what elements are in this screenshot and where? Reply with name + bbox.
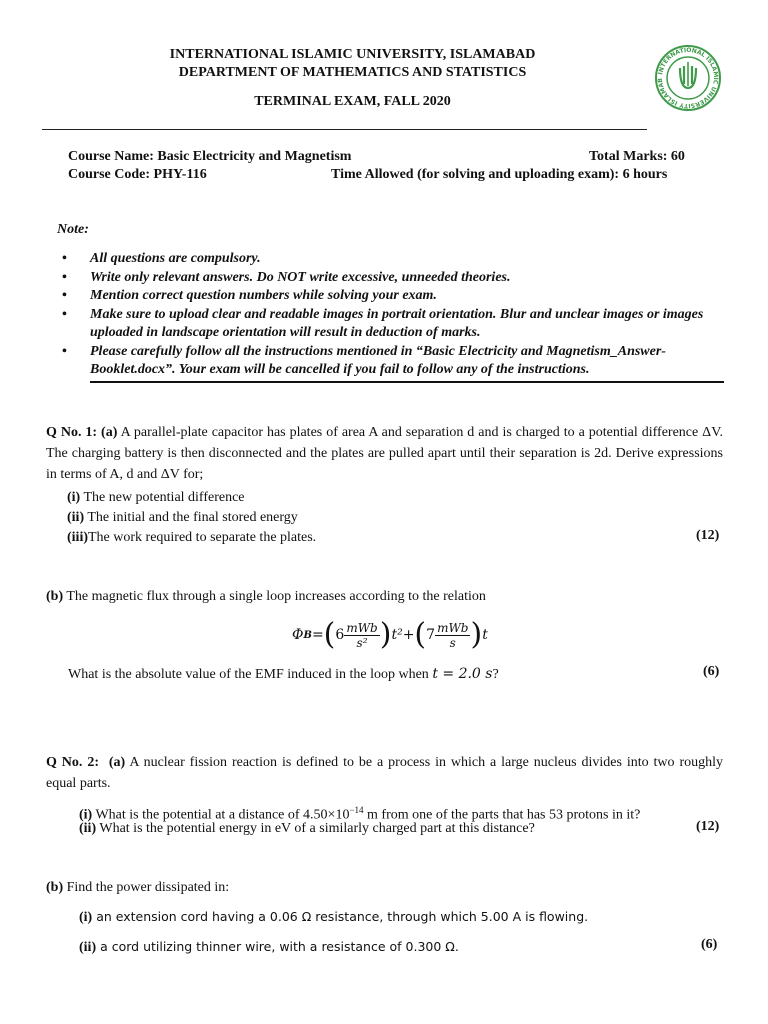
q1-b-text [46, 587, 486, 607]
q1-a-body: A parallel-plate capacitor has plates of area A and separation d and is charged to a potential difference ΔV. The charging battery is then disconnected and the plates are pulled apart until their separation is 2d. Derive expressions in terms of A, d and ΔV for; [46, 425, 723, 482]
eq-unit-1-num: mWb [346, 620, 378, 635]
eq-unit-2-den: s [449, 635, 456, 650]
eq-t-squared: t² [391, 627, 403, 643]
q1-a-text [46, 422, 723, 485]
q2-b-part-i-text: an extension cord having a 0.06 Ω resistance, through which 5.00 A is flowing. [92, 909, 589, 924]
exam-title: TERMINAL EXAM, FALL 2020 [254, 94, 451, 109]
q1-b-body: The magnetic flux through a single loop increases according to the relation [63, 589, 486, 604]
eq-lhs-sub: B [303, 629, 312, 641]
university-name: INTERNATIONAL ISLAMIC UNIVERSITY, ISLAMABAD [169, 47, 536, 62]
q2-part-i-label: (i) [79, 807, 93, 823]
note-item: • Please carefully follow all the instructions mentioned in “Basic Electricity and Magnetism_Answer-Booklet.docx”. Your exam will be cancelled if you fail to follow any of the instructions. [62, 343, 724, 380]
university-logo [654, 44, 722, 112]
q2-part-ii-label: (ii) [79, 821, 97, 836]
note-title: Note: [57, 222, 89, 237]
eq-lhs: Φ [292, 627, 304, 643]
q2-part-ii [79, 819, 535, 839]
q2-b-part-ii-text: a cord utilizing thinner wire, with a resistance of 0.300 Ω. [96, 939, 459, 954]
q2-b-part-i [79, 907, 588, 928]
q2-a-text [46, 752, 723, 794]
eq-unit-1 [344, 621, 379, 650]
q2-part-i-post: m from one of the parts that has 53 protons in it? [363, 807, 641, 823]
time-allowed: Time Allowed (for solving and uploading exam): 6 hours [331, 167, 668, 182]
q2-b-part-ii [79, 937, 459, 958]
q2-part-ii-text: What is the potential energy in eV of a similarly charged part at this distance? [96, 821, 535, 836]
eq-unit-2-num: mWb [437, 620, 469, 635]
q1-part-ii-text: The initial and the final stored energy [84, 510, 298, 525]
department-name: DEPARTMENT OF MATHEMATICS AND STATISTICS [178, 65, 527, 80]
course-code: Course Code: PHY-116 [68, 167, 207, 182]
q1-part-i-label: (i) [67, 490, 81, 505]
q2-part-i-pre: What is the potential at a distance of 4.50×10 [92, 807, 350, 823]
q1-part-iii [67, 528, 316, 548]
note-item: • Write only relevant answers. Do NOT write excessive, unneeded theories. [62, 269, 724, 288]
q2-b-part-ii-label: (ii) [79, 940, 97, 955]
q1-a-marks: (12) [696, 528, 720, 543]
q1-part-iii-text: The work required to separate the plates. [88, 530, 317, 545]
note-item: • All questions are compulsory. [62, 250, 724, 269]
q1-part-i-text: The new potential difference [80, 490, 245, 505]
q1-part-i [67, 488, 245, 508]
q2-b-text [46, 878, 229, 898]
q1-part-ii [67, 508, 298, 528]
q1-b-question-math: t = 2.0 s [432, 666, 493, 682]
q2-b-body: Find the power dissipated in: [63, 880, 230, 895]
q2-label: Q No. 2: [46, 755, 99, 770]
q2-b-part-i-label: (i) [79, 910, 93, 925]
q1-part-ii-label: (ii) [67, 510, 85, 525]
q2-b-marks: (6) [701, 937, 718, 952]
q1-part-iii-label: (iii) [67, 530, 88, 545]
flux-equation: Φ B = ( 6 $\frac{\text{mWb}}{\text{s²}}$ ) t² + ( 7 $\frac{\text{mWb}}{s}$ ) t [292, 617, 488, 652]
header-divider [42, 129, 647, 130]
note-item: • Mention correct question numbers while solving your exam. [62, 287, 724, 306]
eq-coef-2: 7 [426, 627, 436, 643]
note-list [62, 250, 724, 380]
q2-b-label: (b) [46, 880, 64, 895]
q2-a-body: A nuclear fission reaction is defined to be a process in which a large nucleus divides into two roughly equal parts. [46, 755, 723, 791]
eq-equals: = [311, 627, 324, 643]
eq-unit-2 [435, 621, 470, 650]
eq-plus: + [402, 627, 415, 643]
q1-b-question-end: ? [492, 667, 499, 682]
eq-unit-1-den: s² [356, 635, 368, 650]
q1-label: Q No. 1: (a) [46, 425, 118, 440]
note-divider [90, 381, 724, 383]
q2-a-label: (a) [108, 755, 126, 770]
q2-a-marks: (12) [696, 819, 720, 834]
eq-t: t [482, 627, 488, 643]
q1-b-question [68, 664, 499, 685]
course-name: Course Name: Basic Electricity and Magnetism [68, 149, 352, 164]
q1-b-label: (b) [46, 589, 64, 604]
q1-b-question-text: What is the absolute value of the EMF induced in the loop when [68, 667, 433, 682]
q1-b-marks: (6) [703, 664, 720, 679]
q2-part-i-exponent: −14 [349, 805, 364, 815]
eq-coef-1: 6 [335, 627, 345, 643]
total-marks: Total Marks: 60 [589, 149, 685, 164]
note-item: • Make sure to upload clear and readable images in portrait orientation. Blur and unclear images or images uploaded in landscape orientation will result in deduction of marks. [62, 306, 724, 343]
logo-text: INTERNATIONAL ISLAMIC UNIVERSITY ISLAMAB [656, 46, 720, 110]
